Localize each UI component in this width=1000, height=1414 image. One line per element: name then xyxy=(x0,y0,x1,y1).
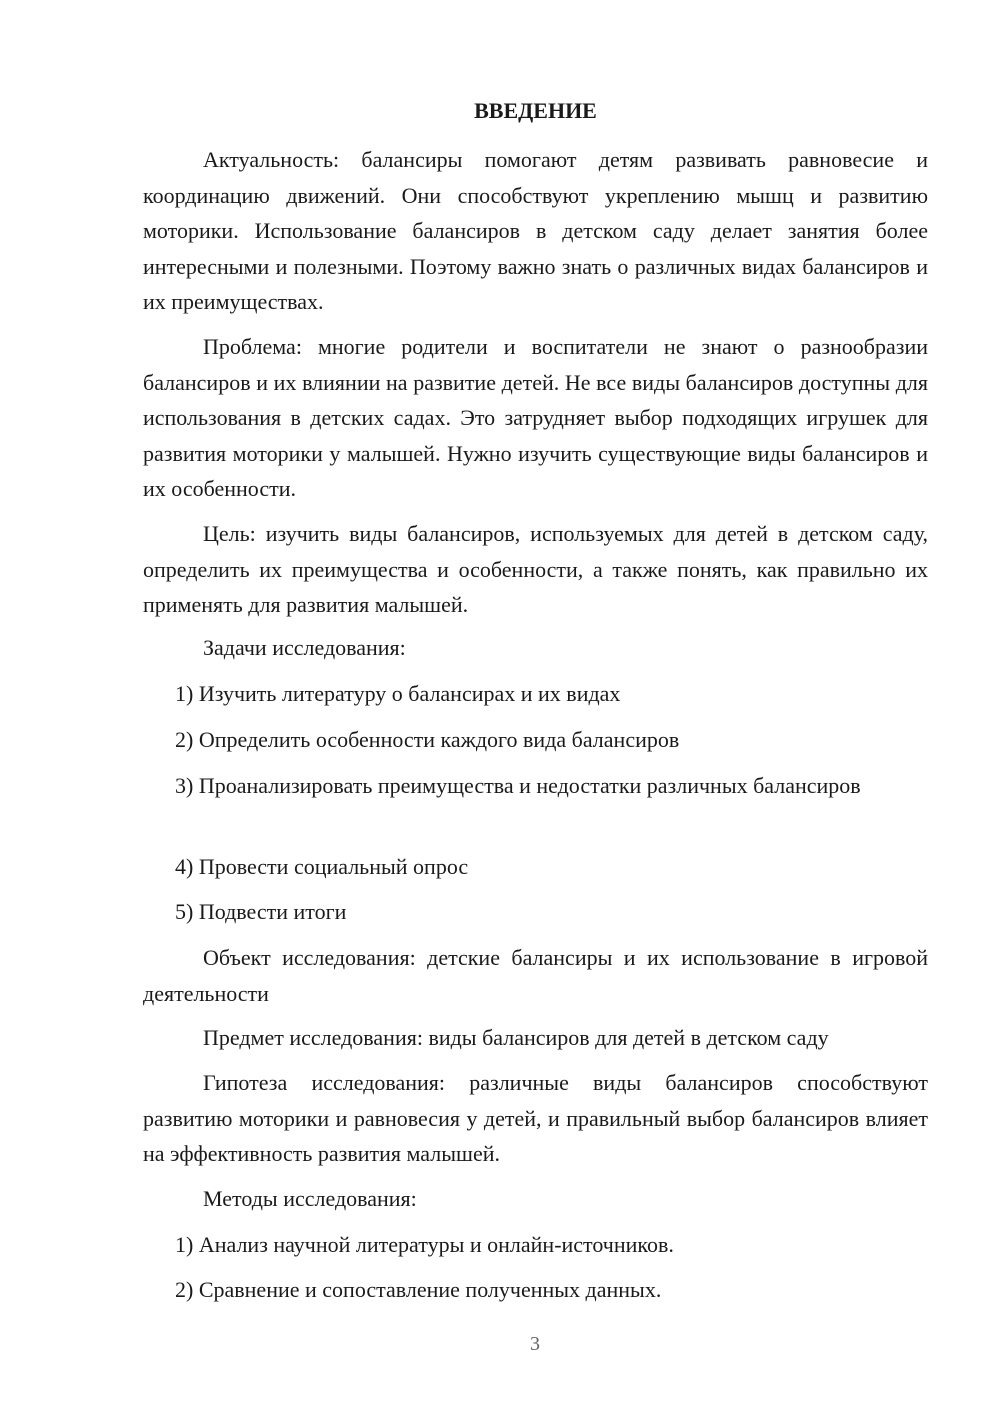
method-item-2: 2) Сравнение и сопоставление полученных данных. xyxy=(175,1277,662,1302)
goal-paragraph: Цель: изучить виды балансиров, используемых для детей в детском саду, определить их преимущества и особенности, а также понять, как правильно их применять для развития малышей. xyxy=(143,521,928,617)
task-item-1: 1) Изучить литературу о балансирах и их видах xyxy=(175,681,621,706)
relevance-paragraph: Актуальность: балансиры помогают детям развивать равновесие и координацию движений. Они способствуют укреплению мышц и развитию моторики. Использование балансиров в детском саду делает занятия более интересными и полезными. Поэтому важно знать о различных видах балансиров и их преимуществах. xyxy=(143,147,928,314)
tasks-heading: Задачи исследования: xyxy=(203,635,406,660)
subject-paragraph: Предмет исследования: виды балансиров для детей в детском саду xyxy=(203,1025,829,1050)
method-item-1: 1) Анализ научной литературы и онлайн-источников. xyxy=(175,1232,674,1257)
task-item-4: 4) Провести социальный опрос xyxy=(175,854,469,879)
problem-paragraph: Проблема: многие родители и воспитатели не знают о разнообразии балансиров и их влиянии на развитие детей. Не все виды балансиров доступны для использования в детских садах. Это затрудняет выбор подходящих игрушек для развития моторики у малышей. Нужно изучить существующие виды балансиров и их особенности. xyxy=(143,334,928,501)
methods-heading: Методы исследования: xyxy=(203,1186,417,1211)
object-paragraph: Объект исследования: детские балансиры и их использование в игровой деятельности xyxy=(143,945,928,1006)
task-item-2: 2) Определить особенности каждого вида балансиров xyxy=(175,727,680,752)
task-item-5: 5) Подвести итоги xyxy=(175,899,347,924)
section-title: ВВЕДЕНИЕ xyxy=(474,98,597,123)
task-item-3: 3) Проанализировать преимущества и недостатки различных балансиров xyxy=(175,773,861,798)
hypothesis-paragraph: Гипотеза исследования: различные виды балансиров способствуют развитию моторики и равновесия у детей, и правильный выбор балансиров влияет на эффективность развития малышей. xyxy=(143,1070,928,1166)
page-number: 3 xyxy=(530,1333,540,1355)
